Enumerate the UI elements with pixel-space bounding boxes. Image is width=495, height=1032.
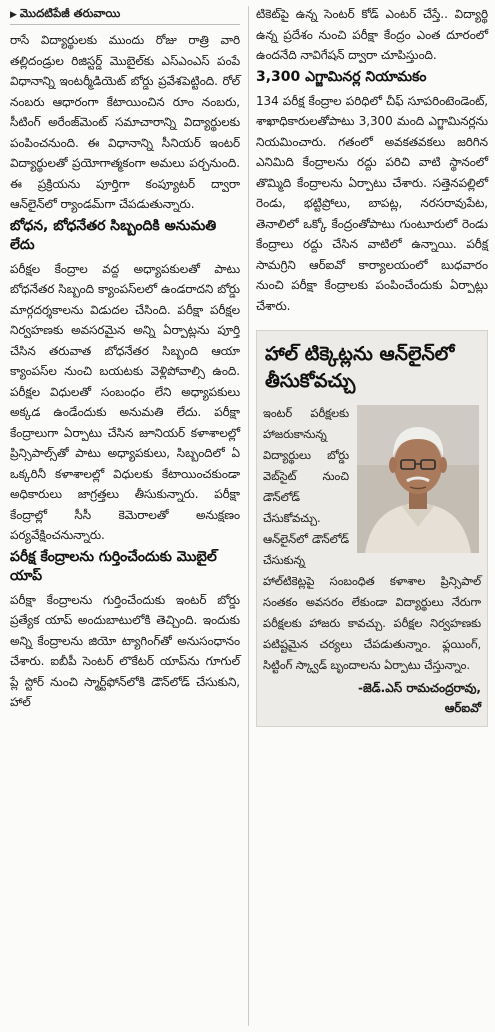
signature-line — [263, 678, 481, 718]
article-paragraph-3: పరీక్షా కేంద్రాలను గుర్తించేందుకు ఇంటర్ బోర్డు ప్రత్యేక యాప్ అందుబాటులోకి తెచ్చింది. ఇందుకు అన్ని కేంద్రాలను జియో ట్యాగింగ్‌తో అనుసంధానం చేశారు. ఐబీపీ సెంటర్ లొకేటర్ యాప్‌ను గూగుల్ ప్లే స్టోర్ నుంచి స్మార్ట్‌ఫోన్‌లోకి డౌన్‌లోడ్ చేసుకుని, హాల్ — [10, 592, 240, 710]
sidebar-text: ఇంటర్ పరీక్షలకు హాజరుకానున్న విద్యార్థులు బోర్డు వెబ్‌సైట్ నుంచి డౌన్‌లోడ్ చేసుకోవచ్చు. ఆన్‌లైన్‌లో డౌన్‌లోడ్ చేసుకున్న హాల్‌టికెట్లపై సంబంధిత కళాశాల ప్రిన్సిపాల్ సంతకం అవసరం లేకుండా విద్యార్థులు నేరుగా పరీక్షలకు హాజరు కావచ్చు. పరీక్షల నిర్వహణకు పటిష్టమైన చర్యలు చేపడుతున్నాం. ఫ్లయింగ్, సిట్టింగ్ స్క్వాడ్ బృందాలను ఏర్పాటు చేస్తున్నాం. — [263, 406, 481, 672]
hall-ticket-sidebar-box — [256, 330, 488, 727]
signature-title: ఆర్ఐవో — [444, 701, 481, 715]
signature-name: -జెడ్.ఎస్ రామచంద్రరావు, — [358, 681, 481, 695]
column-divider — [248, 6, 249, 1026]
subheading-examiners: 3,300 ఎగ్జామినర్ల నియామకం — [256, 68, 427, 85]
subheading-staff-restriction: బోధన, బోధనేతర సిబ్బందికి అనుమతి లేదు — [10, 217, 217, 253]
article-paragraph-4: టికెట్‌పై ఉన్న సెంటర్ కోడ్ ఎంటర్ చేస్తే.. విద్యార్థి ఉన్న ప్రదేశం నుంచి పరీక్షా కేంద్రం ఎంత దూరంలో ఉందనేది నావిగేషన్ ద్వారా చూపిస్తుంది. — [256, 7, 488, 62]
portrait-illustration — [357, 405, 479, 553]
subheading-mobile-app: పరీక్ష కేంద్రాలను గుర్తించేందుకు మొబైల్ యాప్ — [10, 548, 217, 584]
right-column — [252, 0, 492, 727]
sidebar-body — [263, 403, 481, 718]
triangle-marker-icon: ▶ — [10, 10, 17, 20]
article-paragraph-5: 134 పరీక్ష కేంద్రాల పరిధిలో చీఫ్ సూపరింటెండెంట్, శాఖాధికారులతోపాటు 3,300 మంది ఎగ్జామినర్లను నియమించారు. గతంలో అవకతవకలు జరిగిన ఎనిమిది కేంద్రాలను రద్దు పరిచి వాటి స్థానంలో తొమ్మిది కేంద్రాలను ఏర్పాటు చేశారు. సత్తెనపల్లిలో రెండు, భట్టిప్రోలు, బాపట్ల, నరసరావుపేట, తెనాలిలో ఒక్కో కేంద్రంతోపాటు గుంటూరులో రెండు కేంద్రాలు రద్దు చేసిన వాటిలో ఉన్నాయి. పరీక్ష సామగ్రిని ఆర్‌ఐవో కార్యాలయంలో బుధవారం నుంచి పరీక్షా కేంద్రాలకు పంపించేందుకు ఏర్పాట్లు చేశారు. — [256, 93, 488, 313]
article-paragraph-1: రాసే విద్యార్థులకు ముందు రోజు రాత్రి వారి తల్లిదండ్రుల రిజిస్టర్డ్ మొబైల్‌కు ఎస్ఎంఎస్ పంపే విధానాన్ని ఇంటర్మీడియెట్ బోర్డు ప్రవేశపెట్టింది. రోల్ నంబరు ఆధారంగా కేటాయించిన రూం నంబరు, సీటింగ్ అరేంజ్‌మెంట్ సమాచారాన్ని విద్యార్థులకు పంపించనుంది. ఈ విధానాన్ని సీనియర్ ఇంటర్ విద్యార్థులతో ప్రయోగాత్మకంగా అమలు పర్చనుంది. ఈ ప్రక్రియను పూర్తిగా కంప్యూటర్ ద్వారా ఆన్‌లైన్‌లో ర్యాండమ్‌గా చేపడుతున్నారు. — [10, 33, 240, 212]
left-column — [4, 0, 246, 713]
article-paragraph-2: పరీక్షల కేంద్రాల వద్ద అధ్యాపకులతో పాటు బోధనేతర సిబ్బంది క్యాంపస్‌లలో ఉండరాదని బోర్డు మార్గదర్శకాలను విడుదల చేసింది. పరీక్షా పరీక్షల నిర్వహణకు అవసరమైన అన్ని ఏర్పాట్లను పూర్తి చేసిన తరువాత బోధనేతర సిబ్బంది ఆయా క్యాంపస్‌ల నుంచి బయటకు వెళ్లిపోవాల్సి ఉంది. పరీక్షల విధులతో సంబంధం లేని అధ్యాపకులు అక్కడ ఉండేందుకు అనుమతి లేదు. పరీక్షా కేంద్రాలుగా ఏర్పాటు చేసిన జూనియర్ కళాశాలల్లో ప్రిన్సిపాల్స్‌తో పాటు అధ్యాపకులు, సిబ్బందిలో ఏ ఒక్కరినీ కళాశాలల్లో విధులకు కేటాయించకుండా అధికారులు జాగ్రత్తలు తీసుకున్నారు. పరీక్షా కేంద్రాల్లో సీసీ కెమెరాలతో అనుక్షణం పర్యవేక్షించనున్నారు. — [10, 261, 240, 543]
continued-from-front-page-label: ▶ మొదటిపేజీ తరువాయి — [10, 6, 240, 25]
official-portrait-photo — [357, 405, 479, 553]
sidebar-heading: హాల్ టిక్కెట్లను ఆన్‌లైన్‌లో తీసుకోవచ్చు — [265, 343, 455, 392]
